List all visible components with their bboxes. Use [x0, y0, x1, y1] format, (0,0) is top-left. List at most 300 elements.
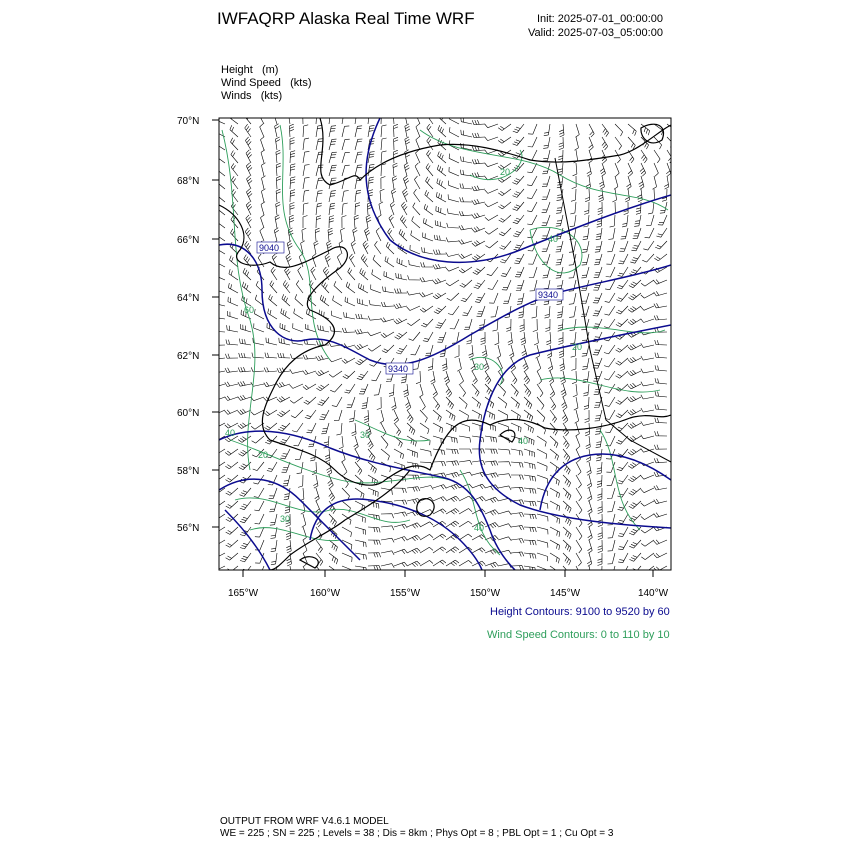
wind-barb: [449, 127, 459, 137]
wind-barb: [304, 397, 316, 404]
wind-barb: [307, 423, 317, 433]
wind-barb: [434, 235, 446, 241]
wind-barb: [407, 319, 420, 326]
wind-barb: [576, 449, 581, 462]
wind-barb: [550, 527, 560, 537]
wind-barb: [459, 254, 472, 259]
wind-barb: [462, 306, 472, 316]
wind-barb: [238, 436, 251, 442]
wind-barb: [654, 254, 667, 261]
wind-barb: [472, 410, 482, 420]
wind-barb: [380, 189, 384, 202]
field-wind-speed-name: Wind Speed: [221, 77, 281, 89]
wind-barb: [240, 540, 251, 549]
wind-barb: [587, 462, 592, 475]
wind-barb: [413, 203, 420, 215]
wind-barb: [527, 215, 537, 225]
wind-barb: [296, 280, 303, 293]
wind-contour-label: 30: [474, 362, 485, 372]
wind-barb: [349, 410, 355, 422]
wind-barb: [459, 560, 472, 566]
wind-barb: [542, 202, 550, 212]
wind-barb: [524, 488, 536, 494]
wind-barb: [629, 527, 641, 535]
wind-barb: [399, 229, 407, 241]
wind-barb: [368, 553, 381, 558]
wind-barb: [281, 309, 290, 320]
wind-barb: [339, 436, 343, 449]
wind-barb: [485, 510, 498, 516]
wind-barb: [485, 497, 498, 503]
wind-contour-label: 20: [572, 342, 583, 352]
wind-barb: [608, 553, 616, 564]
wind-barb: [576, 566, 581, 579]
wind-barb: [584, 202, 589, 214]
wind-barb: [498, 124, 511, 131]
island-coastline: [417, 499, 434, 517]
wind-barb: [511, 384, 518, 396]
wind-barb: [316, 566, 323, 579]
wind-barb: [381, 449, 390, 460]
wind-barb: [381, 514, 394, 518]
wind-barb: [563, 475, 571, 487]
field-height-name: Height: [221, 64, 253, 76]
wind-barb: [542, 215, 550, 225]
wind-barb: [411, 231, 420, 242]
wind-barb: [584, 397, 589, 409]
wind-barb: [246, 202, 252, 215]
wind-barb: [576, 553, 582, 566]
lat-label: 56°N: [177, 523, 200, 534]
wind-barb: [392, 176, 397, 189]
wind-barb: [595, 410, 602, 421]
wind-barb: [303, 553, 307, 566]
wind-barb: [394, 303, 407, 308]
wind-barb: [290, 164, 295, 176]
wind-barb: [488, 280, 498, 290]
wind-barb: [316, 191, 323, 203]
wind-barb: [628, 370, 641, 376]
wind-barb: [472, 120, 485, 125]
wind-barb: [459, 460, 472, 464]
wind-barb: [414, 189, 420, 202]
wind-barb: [355, 462, 362, 475]
wind-barb: [459, 240, 472, 245]
wind-barb: [600, 163, 605, 176]
wind-barb: [368, 488, 378, 497]
wind-barb: [460, 197, 472, 202]
wind-barb: [231, 163, 238, 176]
wind-barb: [641, 408, 654, 412]
wind-barb: [532, 306, 537, 318]
wind-barb: [588, 527, 593, 540]
wind-barb: [325, 254, 331, 267]
wind-barb: [394, 124, 399, 137]
wind-barb: [587, 488, 592, 501]
wind-barb: [407, 561, 420, 567]
wind-barb: [327, 241, 332, 254]
wind-barb: [537, 358, 541, 371]
wind-barb: [238, 367, 251, 372]
wind-barb: [276, 189, 281, 202]
wind-barb: [328, 228, 333, 241]
wind-barb: [355, 540, 366, 547]
wind-barb: [618, 514, 628, 524]
wind-barb: [377, 397, 381, 410]
wind-barb: [355, 126, 362, 137]
wind-barb: [313, 475, 318, 488]
wind-barb: [660, 202, 667, 213]
wind-barb: [559, 124, 564, 137]
wind-barb: [265, 353, 277, 358]
wind-barb: [550, 397, 556, 410]
wind-barb: [266, 338, 277, 345]
wind-barb: [446, 397, 454, 409]
wind-barb: [583, 384, 589, 396]
wind-barb: [216, 217, 225, 228]
wind-barb: [641, 421, 654, 425]
wind-barb: [357, 371, 368, 380]
wind-barb: [355, 190, 361, 202]
wind-barb: [501, 267, 511, 277]
wind-barb: [641, 501, 654, 506]
wind-barb: [381, 138, 387, 150]
wind-barb: [368, 475, 378, 485]
wind-barb: [245, 124, 251, 137]
wind-barb: [646, 215, 654, 226]
wind-barb: [355, 329, 368, 334]
wind-barb: [641, 475, 654, 479]
wind-barb: [226, 488, 238, 495]
island-coastline: [500, 430, 515, 442]
wind-barb: [576, 527, 582, 540]
wind-barb: [409, 260, 420, 267]
wind-barb: [527, 150, 537, 160]
wind-barb: [446, 496, 459, 502]
wind-barb: [342, 540, 352, 550]
wind-barb: [511, 513, 524, 518]
wind-barb: [628, 449, 641, 455]
wind-barb: [245, 137, 251, 150]
wind-barb: [371, 371, 381, 381]
wind-barb: [276, 202, 281, 215]
wind-barb: [405, 137, 410, 150]
wind-barb: [460, 183, 472, 189]
wind-barb: [372, 270, 381, 281]
wind-barb: [485, 449, 497, 454]
wind-barb: [641, 382, 654, 386]
wind-barb: [287, 241, 292, 254]
wind-barb: [527, 202, 537, 212]
wind-barb: [484, 358, 490, 371]
wind-barb: [571, 189, 576, 201]
wind-barb: [608, 228, 615, 240]
wind-barb: [216, 165, 225, 176]
wind-barb: [274, 228, 279, 241]
wind-barb: [355, 514, 365, 523]
wind-barb: [654, 163, 658, 176]
wind-barb: [617, 293, 629, 301]
wind-barb: [225, 410, 238, 415]
wind-barb: [633, 228, 641, 238]
wind-barb: [597, 462, 602, 474]
wind-barb: [616, 345, 628, 352]
wind-barb: [283, 475, 290, 486]
wind-barb: [381, 302, 394, 307]
wind-barb: [361, 254, 368, 267]
wind-barb: [383, 286, 395, 293]
wind-barb: [513, 137, 524, 146]
wind-barb: [586, 436, 591, 449]
wind-barb: [449, 181, 459, 189]
wind-barb: [212, 369, 225, 373]
wind-barb: [616, 397, 628, 404]
wind-barb: [260, 124, 264, 137]
wind-barb: [500, 241, 512, 249]
wind-barb: [344, 312, 355, 319]
wind-barb: [585, 189, 590, 202]
wind-barb: [364, 410, 369, 423]
wind-barb: [524, 501, 536, 506]
wind-barb: [217, 178, 226, 189]
wind-barb: [268, 309, 277, 319]
field-wind-speed-unit: (kts): [290, 77, 312, 89]
wind-barb: [292, 423, 303, 432]
wind-barb: [448, 194, 459, 202]
wind-barb: [550, 449, 559, 460]
wind-barb: [255, 540, 264, 550]
wind-barb: [498, 474, 511, 478]
wind-barb: [446, 461, 459, 466]
wind-barb: [216, 152, 225, 163]
wind-barb: [333, 296, 342, 306]
wind-barb: [329, 553, 338, 564]
height-contour-label: 9040: [259, 243, 280, 253]
wind-barb: [505, 306, 511, 318]
wind-barb: [563, 501, 571, 513]
wind-barb: [597, 215, 602, 227]
wind-barb: [563, 514, 571, 526]
wind-barb: [598, 540, 603, 553]
wind-barb: [355, 152, 363, 163]
wind-barb: [289, 124, 294, 137]
wind-barb: [588, 501, 593, 514]
wind-barb: [472, 199, 485, 204]
wind-barb: [606, 254, 615, 264]
wind-barb: [563, 553, 571, 565]
wind-barb: [403, 189, 409, 202]
wind-barb: [594, 267, 602, 277]
wind-barb: [543, 150, 550, 161]
wind-barb: [447, 209, 459, 216]
wind-barb: [605, 293, 615, 302]
wind-barb: [230, 125, 238, 137]
wind-barb: [461, 156, 473, 163]
wind-barb: [498, 537, 511, 541]
wind-barb: [303, 138, 309, 150]
wind-barb: [389, 384, 394, 396]
wind-barb: [435, 319, 446, 328]
wind-barb: [582, 241, 589, 252]
wind-barb: [487, 267, 498, 276]
wind-barb: [528, 124, 537, 134]
wind-barb: [433, 560, 446, 566]
wind-barb: [291, 410, 303, 418]
wind-barb: [355, 344, 368, 350]
wind-barb: [524, 514, 536, 519]
wind-barb: [382, 345, 394, 353]
wind-barb: [446, 560, 459, 566]
wind-barb: [423, 233, 433, 242]
wind-barb: [472, 133, 485, 138]
wind-barb: [425, 190, 433, 202]
height-contour-labels: [257, 242, 563, 374]
wind-barb: [305, 410, 316, 419]
wind-barb: [329, 371, 342, 377]
wind-barb: [629, 501, 641, 509]
wind-barb: [636, 202, 641, 214]
wind-barb: [252, 353, 264, 358]
wind-barb: [642, 254, 654, 262]
wind-barb: [425, 345, 433, 356]
wind-barb: [459, 410, 469, 420]
wind-barb: [628, 306, 641, 312]
wind-barb: [226, 527, 238, 534]
wind-barb: [641, 319, 654, 323]
wind-barb: [587, 566, 592, 579]
wind-barb: [513, 215, 524, 224]
wind-barb: [368, 566, 381, 571]
wind-barb: [269, 488, 277, 498]
wind-barb: [550, 475, 559, 485]
wind-barb: [247, 176, 253, 189]
wind-barb: [212, 553, 225, 558]
wind-barb: [594, 254, 602, 265]
wind-barb: [285, 267, 291, 280]
wind-barb: [485, 215, 498, 221]
wind-barbs: [212, 111, 676, 580]
wind-barb: [593, 358, 602, 368]
wind-barb: [550, 410, 557, 423]
wind-barb: [298, 267, 303, 280]
wind-barb: [354, 215, 359, 228]
wind-barb: [664, 176, 669, 189]
wind-barb: [253, 462, 264, 471]
wind-barb: [303, 566, 308, 579]
wind-barb: [641, 540, 654, 546]
wind-contour-label: 30: [360, 430, 371, 440]
wind-barb: [329, 216, 334, 228]
wind-barb: [427, 137, 433, 150]
wind-barb: [403, 384, 408, 397]
wind-barb: [628, 383, 641, 389]
wind-barb: [316, 165, 323, 176]
wind-barb: [563, 540, 571, 552]
wind-barb: [523, 358, 529, 371]
wind-barb: [545, 306, 551, 318]
wind-barb: [459, 472, 472, 476]
wind-barb: [450, 319, 459, 329]
wind-barb: [558, 332, 563, 345]
wind-barb: [302, 514, 306, 527]
wind-barb: [576, 501, 582, 514]
wind-barb: [276, 150, 281, 163]
valid-time: Valid: 2025-07-03_05:00:00: [528, 27, 663, 39]
wind-barb: [395, 332, 407, 339]
wind-barb: [550, 488, 560, 498]
alaska-coastline: [219, 205, 671, 485]
wind-barb: [573, 384, 577, 397]
wind-barb: [548, 358, 553, 371]
wind-barb: [329, 566, 338, 577]
wind-barb: [240, 553, 251, 562]
wind-barb: [474, 280, 485, 289]
wind-barb: [355, 566, 367, 572]
wind-barb: [630, 254, 641, 263]
wind-barb: [655, 431, 667, 436]
wind-barb: [329, 126, 336, 137]
wind-barb: [240, 501, 251, 510]
wind-barb: [342, 328, 355, 333]
wind-barb: [449, 154, 459, 163]
wind-barb: [472, 384, 479, 396]
wind-barb: [225, 382, 238, 387]
wind-barb: [615, 124, 623, 136]
wind-barb: [261, 215, 265, 228]
wind-barb: [290, 138, 295, 151]
wind-barb: [589, 124, 594, 137]
wind-barb: [596, 449, 602, 461]
wind-barb: [641, 150, 647, 163]
wind-barb: [274, 111, 279, 124]
wind-barb: [529, 267, 537, 278]
wind-barb: [254, 309, 264, 319]
wind-barb: [437, 165, 446, 176]
wind-barb: [342, 165, 350, 176]
wind-barb: [355, 203, 360, 215]
wind-barb: [423, 332, 433, 342]
wind-barb: [444, 371, 450, 384]
wind-barb: [576, 475, 582, 488]
wind-barb: [342, 216, 347, 229]
wind-barb: [278, 423, 290, 431]
wind-barb: [380, 410, 384, 423]
wind-barb: [449, 114, 459, 124]
wind-barb: [524, 371, 530, 384]
wind-barb: [550, 436, 558, 448]
wind-barb: [667, 150, 673, 163]
wind-barb: [628, 409, 641, 415]
wind-barb: [628, 344, 641, 350]
wind-barb: [227, 325, 238, 332]
wind-barb: [524, 527, 536, 532]
wind-barb: [653, 176, 657, 189]
wind-barb: [498, 524, 511, 528]
wind-contour-label: 40: [225, 428, 236, 438]
wind-barb: [381, 332, 394, 338]
wind-barb: [457, 358, 461, 371]
wind-barb: [394, 423, 401, 436]
wind-barb: [216, 139, 225, 150]
wind-barb: [654, 540, 667, 545]
wind-contour-label: 30: [280, 514, 291, 524]
wind-barb: [407, 487, 420, 492]
height-contour-label: 9340: [388, 364, 409, 374]
wind-barb: [433, 462, 446, 467]
wind-barb: [621, 228, 628, 239]
wind-barb: [486, 241, 499, 248]
wind-barb: [420, 397, 425, 410]
